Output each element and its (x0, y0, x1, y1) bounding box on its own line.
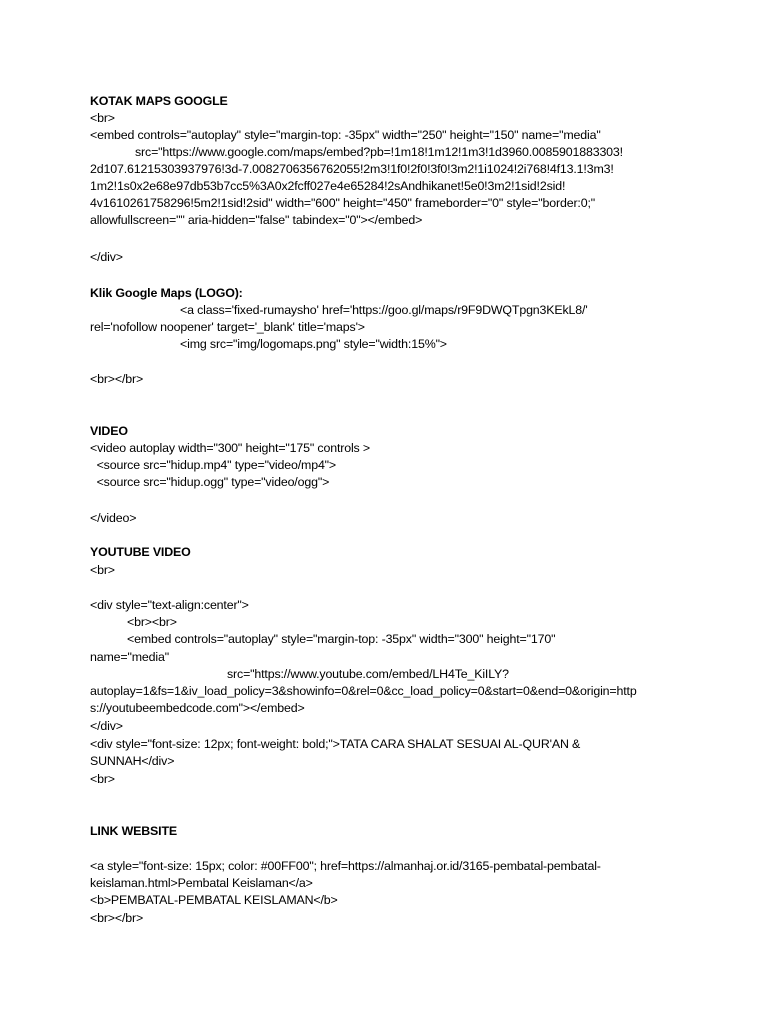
code-line: <a class='fixed-rumaysho' href='https://goo.gl/maps/r9F9DWQTpgn3KEkL8/' (180, 303, 588, 317)
code-line: keislaman.html>Pembatal Keislaman</a> (90, 876, 313, 890)
heading-klik-google-maps: Klik Google Maps (LOGO): (90, 286, 243, 300)
heading-video: VIDEO (90, 424, 128, 438)
code-line: src="https://www.google.com/maps/embed?pb=!1m18!1m12!1m3!1d3960.0085901883303! (135, 145, 623, 159)
code-line: SUNNAH</div> (90, 754, 175, 768)
code-line: <img src="img/logomaps.png" style="width:15%"> (180, 337, 447, 351)
code-line: <br> (90, 111, 115, 125)
code-line: name="media" (90, 650, 169, 664)
code-line: <b>PEMBATAL-PEMBATAL KEISLAMAN</b> (90, 893, 338, 907)
code-line: allowfullscreen="" aria-hidden="false" tabindex="0"></embed> (90, 213, 423, 227)
code-line: <div style="text-align:center"> (90, 598, 249, 612)
code-line: <video autoplay width="300" height="175" controls > (90, 441, 370, 455)
code-line: <embed controls="autoplay" style="margin-top: -35px" width="250" height="150" name="media" (90, 128, 601, 142)
code-line: <br></br> (90, 372, 144, 386)
code-line: <br> (90, 563, 115, 577)
code-line: </video> (90, 511, 137, 525)
code-line: src="https://www.youtube.com/embed/LH4Te_KiILY? (227, 667, 509, 681)
code-line: s://youtubeembedcode.com"></embed> (90, 701, 305, 715)
heading-kotak-maps-google: KOTAK MAPS GOOGLE (90, 94, 228, 108)
code-line: <br> (90, 772, 115, 786)
heading-youtube-video: YOUTUBE VIDEO (90, 545, 191, 559)
code-line: 1m2!1s0x2e68e97db53b7cc5%3A0x2fcff027e4e65284!2sAndhikanet!5e0!3m2!1sid!2sid! (90, 179, 566, 193)
heading-link-website: LINK WEBSITE (90, 824, 177, 838)
code-line: <br><br> (127, 615, 177, 629)
code-line: 4v1610261758296!5m2!1sid!2sid" width="600" height="450" frameborder="0" style="border:0;" (90, 196, 595, 210)
code-line: rel='nofollow noopener' target='_blank' title='maps'> (90, 320, 365, 334)
code-line: 2d107.61215303937976!3d-7.0082706356762055!2m3!1f0!2f0!3f0!3m2!1i1024!2i768!4f13.1!3m3! (90, 162, 614, 176)
code-line: </div> (90, 250, 123, 264)
code-line: <source src="hidup.mp4" type="video/mp4"> (90, 458, 337, 472)
code-line: <div style="font-size: 12px; font-weight: bold;">TATA CARA SHALAT SESUAI AL-QUR'AN & (90, 737, 581, 751)
code-line: autoplay=1&fs=1&iv_load_policy=3&showinfo=0&rel=0&cc_load_policy=0&start=0&end=0&origin=http (90, 684, 637, 698)
code-line: <a style="font-size: 15px; color: #00FF00"; href=https://almanhaj.or.id/3165-pembatal-pembatal- (90, 859, 601, 873)
code-line: </div> (90, 719, 123, 733)
code-line: <source src="hidup.ogg" type="video/ogg"> (90, 475, 330, 489)
code-line: <br></br> (90, 911, 144, 925)
code-line: <embed controls="autoplay" style="margin-top: -35px" width="300" height="170" (127, 632, 556, 646)
